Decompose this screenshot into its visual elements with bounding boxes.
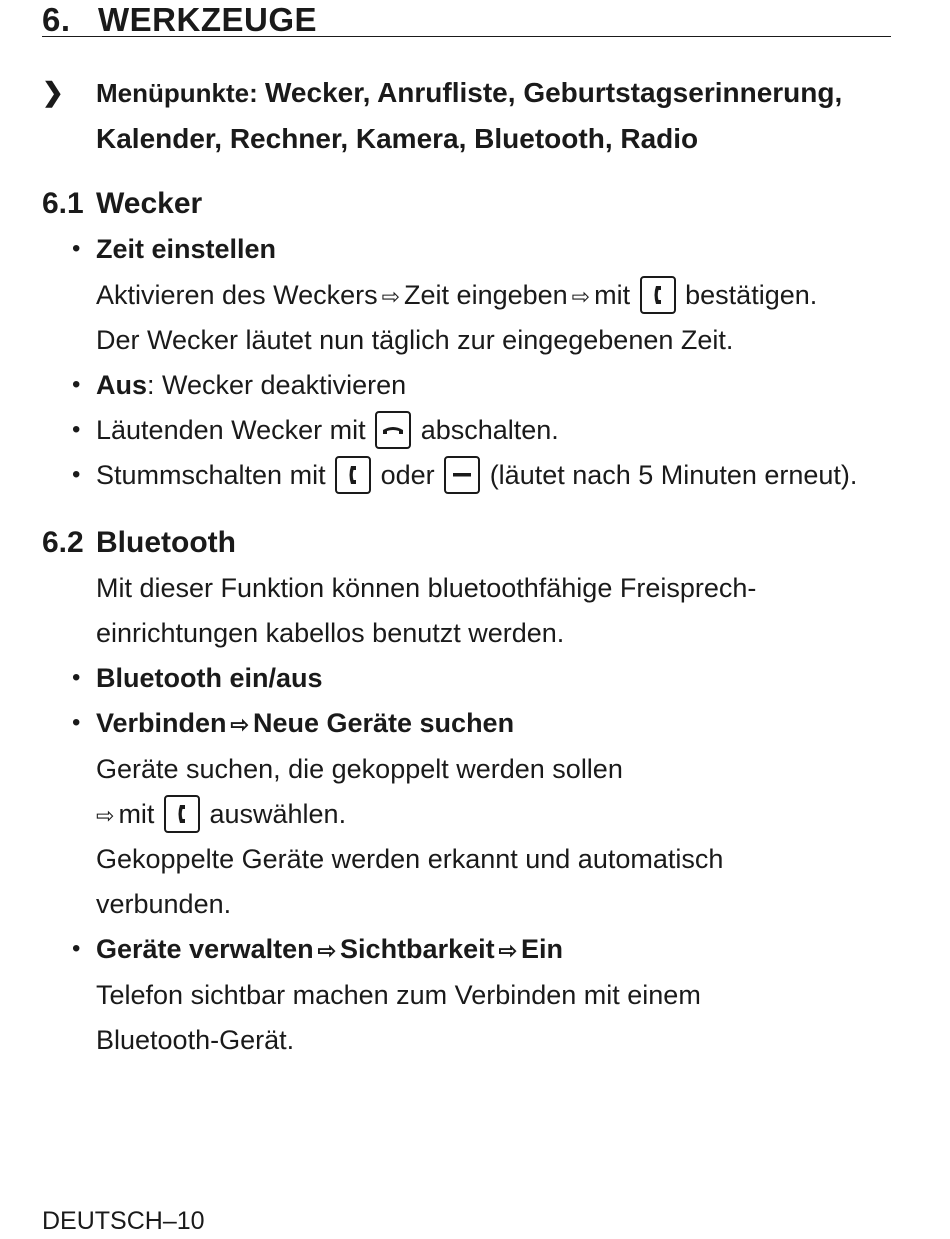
section-title: Bluetooth <box>96 526 236 559</box>
zeit-einstellen-title: Zeit einstellen <box>96 234 277 264</box>
bullet: • <box>72 235 81 262</box>
zeit-note: Der Wecker läutet nun täglich zur eingegebenen Zeit. <box>96 325 734 355</box>
call-key-icon <box>164 795 200 833</box>
sichtbarkeit-text-1: Telefon sichtbar machen zum Verbinden mit einem <box>96 980 701 1010</box>
menu-arrow-icon: ❯ <box>42 77 64 107</box>
bluetooth-onoff-item: Bluetooth ein/aus <box>96 663 323 693</box>
section-6-2-heading <box>42 523 236 563</box>
menu-items-line1: Wecker, Anrufliste, Geburtstagserinnerung, <box>265 77 843 108</box>
verbinden-text-2: ⇨ mit auswählen. <box>96 794 346 836</box>
bullet: • <box>72 664 81 691</box>
laeuten-item: Läutenden Wecker mit abschalten. <box>96 410 559 451</box>
bullet: • <box>72 461 81 488</box>
section-number: 6.1 <box>42 187 84 220</box>
chapter-number: 6. <box>42 1 71 38</box>
stumm-item: Stummschalten mit oder (läutet nach 5 Minuten erneut). <box>96 455 857 496</box>
arrow-icon: ⇨ <box>96 803 115 828</box>
page-footer: DEUTSCH–10 <box>42 1207 205 1235</box>
menu-items-line2: Kalender, Rechner, Kamera, Bluetooth, Radio <box>96 123 699 154</box>
verbinden-item: Verbinden ⇨ Neue Geräte suchen <box>96 708 515 738</box>
verbinden-text-3: Gekoppelte Geräte werden erkannt und automatisch <box>96 844 724 874</box>
arrow-icon: ⇨ <box>317 938 337 963</box>
arrow-icon: ⇨ <box>381 284 401 309</box>
bullet: • <box>72 371 81 398</box>
bullet: • <box>72 416 81 443</box>
section-title: Wecker <box>96 187 203 220</box>
chapter-title: WERKZEUGE <box>98 1 317 38</box>
aus-item: Aus: Wecker deaktivieren <box>96 370 407 400</box>
bluetooth-intro-1: Mit dieser Funktion können bluetoothfähige Freisprech- <box>96 573 757 603</box>
sichtbarkeit-text-2: Bluetooth-Gerät. <box>96 1025 295 1055</box>
menu-label: Menüpunkte: <box>96 78 265 108</box>
end-call-key-icon <box>375 411 411 449</box>
geraete-verwalten-item: Geräte verwalten ⇨ Sichtbarkeit ⇨ Ein <box>96 934 564 964</box>
arrow-icon: ⇨ <box>571 284 591 309</box>
bullet: • <box>72 935 81 962</box>
bullet: • <box>72 709 81 736</box>
chapter-heading <box>42 0 891 37</box>
verbinden-text-1: Geräte suchen, die gekoppelt werden sollen <box>96 754 623 784</box>
call-key-icon <box>335 456 371 494</box>
section-number: 6.2 <box>42 526 84 559</box>
bluetooth-intro-2: einrichtungen kabellos benutzt werden. <box>96 618 565 648</box>
verbinden-text-4: verbunden. <box>96 889 232 919</box>
section-6-1-heading <box>42 184 202 224</box>
arrow-icon: ⇨ <box>230 712 249 737</box>
call-key-icon <box>640 276 676 314</box>
arrow-icon: ⇨ <box>498 938 518 963</box>
minus-key-icon <box>444 456 480 494</box>
zeit-instruction: Aktivieren des Weckers ⇨ Zeit eingeben ⇨ mit bestätigen. <box>96 275 817 317</box>
